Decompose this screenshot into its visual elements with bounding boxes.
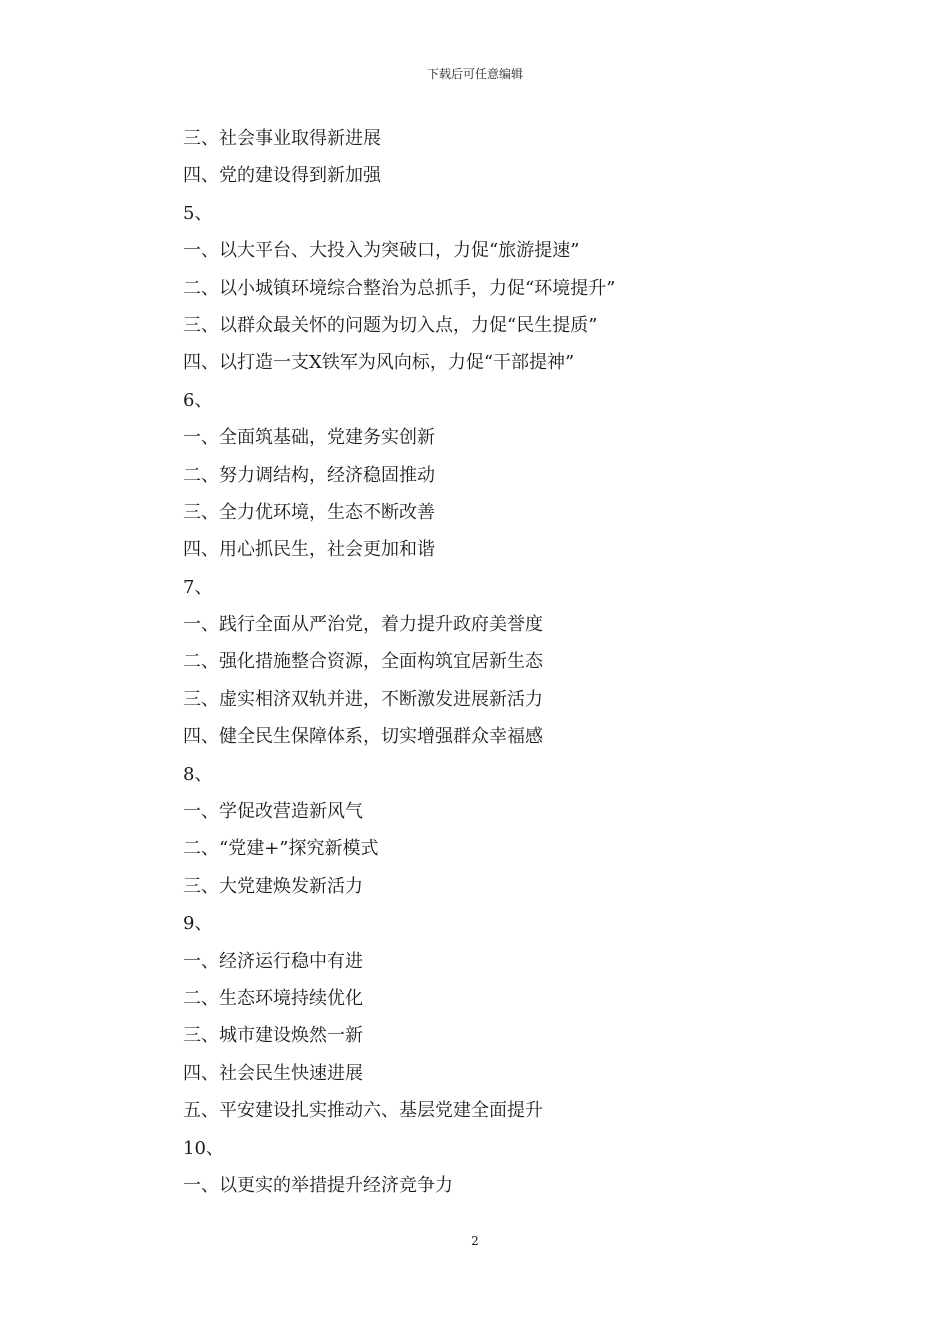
text-line: 三、以群众最关怀的问题为切入点，力促“民生提质”	[183, 314, 598, 336]
text-line: 三、城市建设焕然一新	[183, 1025, 363, 1047]
text-line: 二、努力调结构，经济稳固推动	[183, 464, 435, 486]
text-line: 二、以小城镇环境综合整治为总抓手，力促“环境提升”	[183, 277, 616, 299]
text-line: 一、学促改营造新风气	[183, 801, 363, 823]
text-line: 三、虚实相济双轨并进，不断激发进展新活力	[183, 688, 543, 710]
text-line: 三、大党建焕发新活力	[183, 875, 363, 897]
page-number: 2	[471, 1234, 479, 1248]
section-number: 8、	[183, 763, 213, 785]
section-number: 6、	[183, 389, 213, 411]
text-line: 一、经济运行稳中有进	[183, 950, 363, 972]
text-line: 一、以更实的举措提升经济竞争力	[183, 1174, 453, 1196]
text-line: 二、生态环境持续优化	[183, 987, 363, 1009]
text-line: 二、强化措施整合资源，全面构筑宜居新生态	[183, 651, 543, 673]
section-number: 7、	[183, 576, 213, 598]
text-line: 四、健全民生保障体系，切实增强群众幸福感	[183, 726, 543, 748]
text-line: 四、社会民生快速进展	[183, 1062, 363, 1084]
section-number: 9、	[183, 913, 213, 935]
text-line: 四、用心抓民生，社会更加和谐	[183, 539, 435, 561]
text-line: 一、全面筑基础，党建务实创新	[183, 427, 435, 449]
section-number: 10、	[183, 1137, 224, 1159]
section-number: 5、	[183, 202, 213, 224]
page-header: 下载后可任意编辑	[426, 67, 523, 81]
text-line: 二、“党建+”探究新模式	[183, 838, 379, 860]
text-line: 三、社会事业取得新进展	[183, 128, 381, 149]
text-line: 四、以打造一支X铁军为风向标，力促“干部提神”	[183, 352, 575, 374]
text-line: 三、全力优环境，生态不断改善	[183, 501, 435, 523]
text-line: 五、平安建设扎实推动六、基层党建全面提升	[183, 1100, 543, 1122]
text-line: 一、践行全面从严治党，着力提升政府美誉度	[183, 614, 543, 636]
text-line: 一、以大平台、大投入为突破口，力促“旅游提速”	[183, 240, 580, 262]
text-line: 四、党的建设得到新加强	[183, 165, 381, 187]
document-body	[183, 120, 823, 1204]
